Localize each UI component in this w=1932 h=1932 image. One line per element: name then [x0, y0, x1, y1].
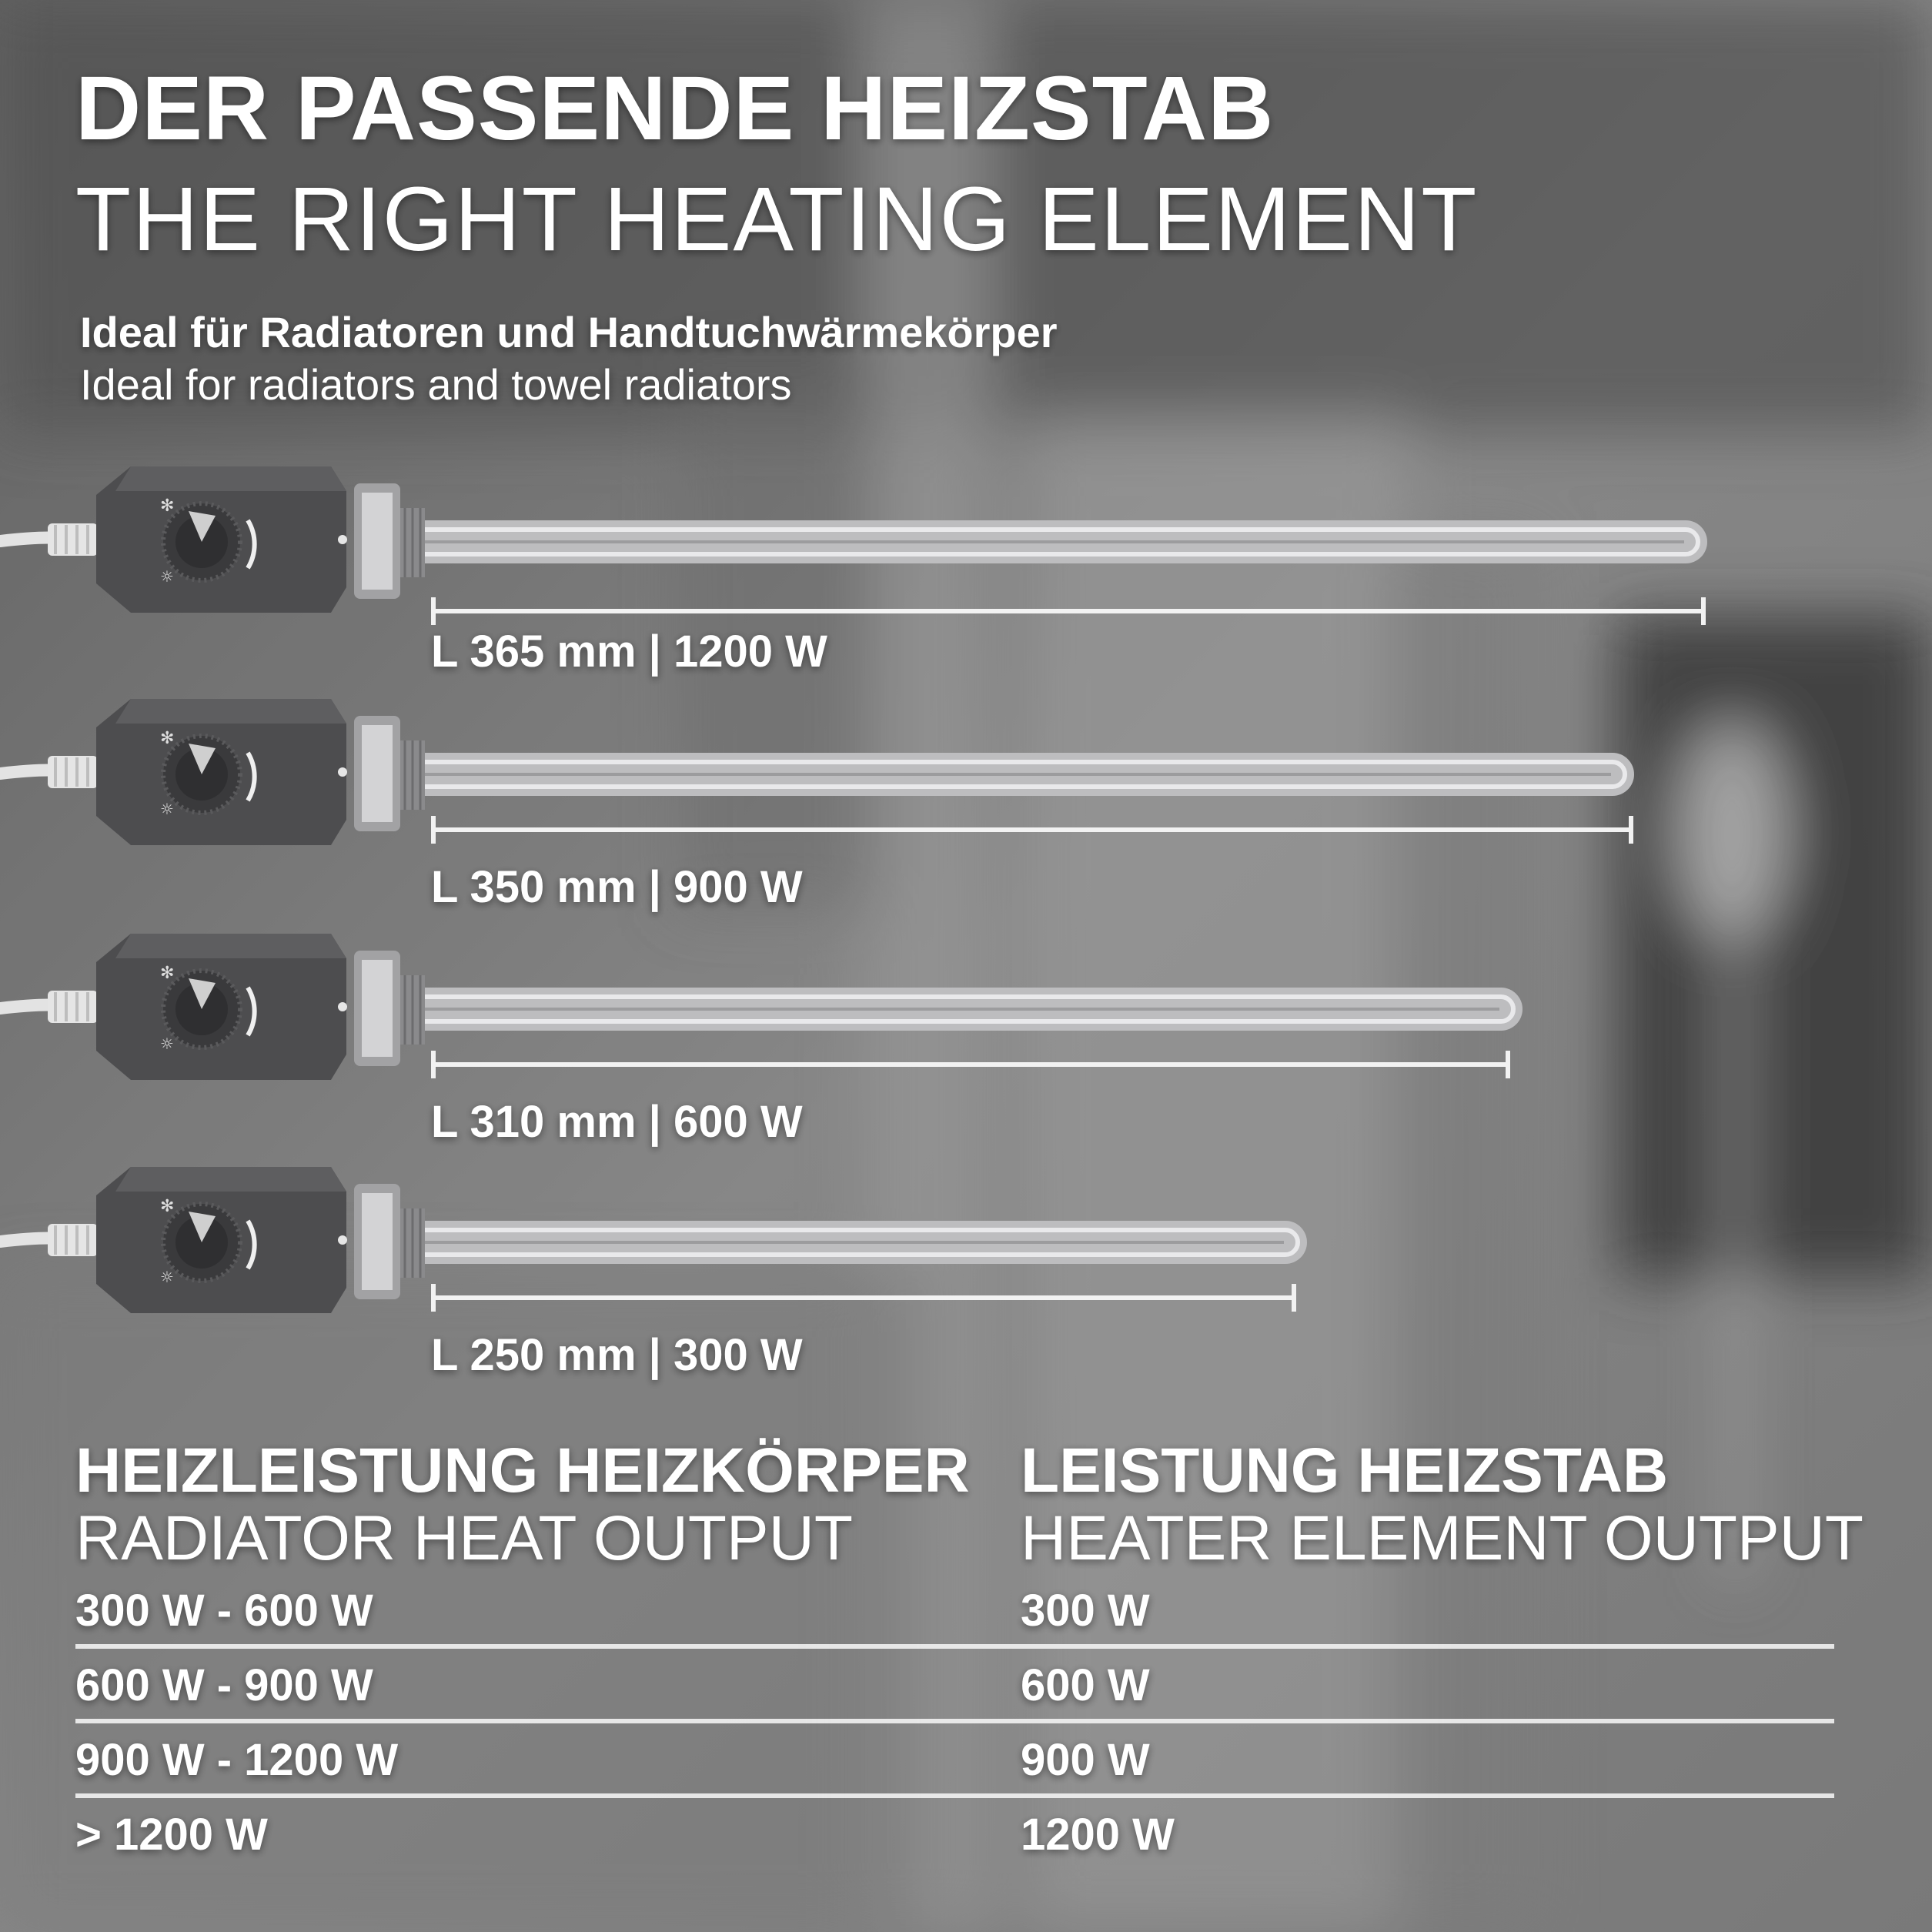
- control-housing: [96, 934, 347, 1080]
- radiator-output-cell: 900 W - 1200 W: [75, 1735, 399, 1785]
- element-output-cell: 900 W: [1021, 1735, 1150, 1785]
- row-divider: [75, 1793, 1834, 1798]
- row-divider: [75, 1719, 1834, 1723]
- heating-element-250: [0, 1161, 1932, 1392]
- spec-label: L 310 mm | 600 W: [431, 1097, 803, 1147]
- svg-text:☼: ☼: [160, 567, 174, 586]
- power-cable: [0, 991, 98, 1023]
- nut-fitting: [354, 483, 425, 599]
- element-output-cell: 300 W: [1021, 1586, 1150, 1636]
- table-header-radiator-en: RADIATOR HEAT OUTPUT: [75, 1503, 853, 1573]
- table-row: [75, 1810, 1834, 1887]
- table-row: [75, 1735, 1834, 1812]
- heating-rod: [425, 988, 1523, 1031]
- heating-element-drawing: [0, 928, 1932, 1158]
- control-housing: [96, 699, 347, 845]
- svg-text:✻: ✻: [160, 496, 175, 516]
- control-housing: [96, 1167, 347, 1313]
- heating-element-drawing: [0, 1161, 1932, 1392]
- heating-element-365: [0, 460, 1932, 691]
- svg-text:✻: ✻: [160, 964, 175, 983]
- title-english: THE RIGHT HEATING ELEMENT: [75, 169, 1479, 270]
- heating-element-310: [0, 928, 1932, 1158]
- power-cable: [0, 756, 98, 788]
- dimension-line: [431, 816, 1633, 844]
- element-output-cell: 600 W: [1021, 1660, 1150, 1710]
- table-header-element: [1021, 1436, 1863, 1573]
- radiator-output-cell: 300 W - 600 W: [75, 1586, 373, 1636]
- spec-label: L 365 mm | 1200 W: [431, 627, 827, 677]
- power-cable: [0, 523, 98, 556]
- nut-fitting: [354, 716, 425, 831]
- subtitle-german: Ideal für Radiatoren und Handtuchwärmekörper: [80, 308, 1058, 356]
- table-header-radiator: [75, 1436, 970, 1573]
- heating-element-drawing: [0, 693, 1932, 924]
- nut-fitting: [354, 951, 425, 1066]
- heating-rod: [425, 753, 1634, 796]
- table-row: [75, 1586, 1834, 1663]
- row-divider: [75, 1644, 1834, 1649]
- nut-fitting: [354, 1184, 425, 1299]
- table-row: [75, 1660, 1834, 1737]
- table-header-element-de: LEISTUNG HEIZSTAB: [1021, 1436, 1669, 1506]
- svg-text:☼: ☼: [160, 1268, 174, 1286]
- svg-text:☼: ☼: [160, 800, 174, 818]
- subtitle-english: Ideal for radiators and towel radiators: [80, 360, 792, 409]
- svg-text:✻: ✻: [160, 729, 175, 748]
- table-header-element-en: HEATER ELEMENT OUTPUT: [1021, 1503, 1863, 1573]
- heating-element-drawing: [0, 460, 1932, 691]
- dimension-line: [431, 1051, 1510, 1078]
- table-header-radiator-de: HEIZLEISTUNG HEIZKÖRPER: [75, 1436, 970, 1506]
- heating-rod: [425, 520, 1707, 563]
- heating-element-350: [0, 693, 1932, 924]
- title-german: DER PASSENDE HEIZSTAB: [75, 58, 1275, 159]
- power-cable: [0, 1224, 98, 1256]
- spec-label: L 350 mm | 900 W: [431, 862, 803, 912]
- heating-rod: [425, 1221, 1307, 1264]
- dimension-line: [431, 1284, 1296, 1312]
- radiator-output-cell: 600 W - 900 W: [75, 1660, 373, 1710]
- svg-text:✻: ✻: [160, 1197, 175, 1216]
- svg-text:☼: ☼: [160, 1035, 174, 1053]
- dimension-line: [431, 597, 1706, 625]
- radiator-output-cell: > 1200 W: [75, 1810, 268, 1860]
- spec-label: L 250 mm | 300 W: [431, 1330, 803, 1380]
- element-output-cell: 1200 W: [1021, 1810, 1175, 1860]
- control-housing: [96, 466, 347, 613]
